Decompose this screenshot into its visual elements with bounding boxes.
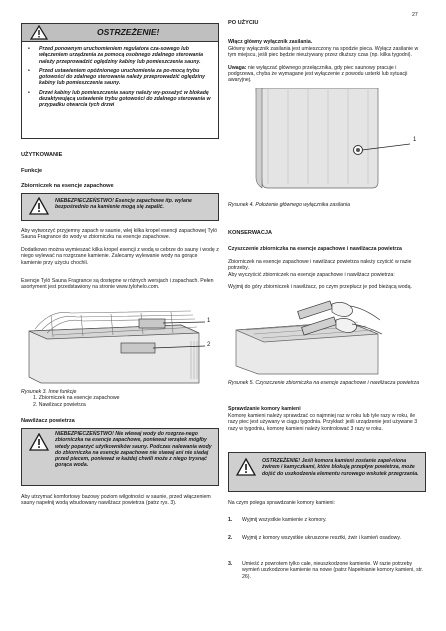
stones-para: Komorę kamieni należy sprawdzać co najmniej raz w roku lub tyle razy w roku, ile razy piec jest używany w ciągu tygodnia. Przykład: jeśli urządzenie jest używane 3 razy w tygodniu, komorę kamieni należy kontrolować 3 razy w roku. <box>228 413 418 432</box>
danger-note-text: NIEBEZPIECZEŃSTWO! Nie wlewaj wody do rozgrza-nego zbiorniczka na esencje zapachowe, ponieważ wrzątek mógłby wtedy poparzyć użytkowników sauny. Podczas nalewania wody do zbiorniczka na esencje zapachowe nie stawaj ani nie siadaj przed piecem, ponieważ w każdej chwili może z niego trysnąć gorąca woda. <box>55 431 212 469</box>
warning-triangle-icon <box>29 197 49 215</box>
warning-note-text: OSTRZEŻENIE! Jeśli komora kamieni zostanie zapeł-niona żwirem i kamyczkami, które blokują przepływ powietrza, może dojść do uszkodzenia elementu rurowego wskutek przegrzania. <box>262 458 419 477</box>
step-number: 3. <box>228 561 233 567</box>
warning-triangle-icon <box>236 458 256 476</box>
danger-note-text: NIEBEZPIECZEŃSTWO! Esencje zapachowe itp. wylane bezpośrednio na kamienie mogą się zapalić. <box>55 198 192 211</box>
scent-para-2: Dodatkowo można wymieszać kilka kropel esencji z wodą w cebrze do sauny i wodę z niego wylewać na rozgrzane kamienie. Zalecamy wylewanie wody na gorące kamienie przy użyciu chochli. <box>21 247 219 266</box>
figure-4-heater-bottom-illustration <box>228 88 424 192</box>
section-title-maintenance: KONSERWACJA <box>228 230 273 236</box>
warning-item: • Drzwi kabiny lub pomieszczenia sauny należy wy-posażyć w blokadę dezaktywującą ustawienie trybu gotowości do zdalnego sterowania w przypadku otwarcia tych drzwi <box>27 90 213 109</box>
cleaning-para-2: Aby wyczyścić zbiorniczek na esencje zapachowe i nawilżacz powietrza: <box>228 271 395 278</box>
warning-note-stones <box>228 452 426 492</box>
figure-3-item-1: 1. Zbiorniczek na esencje zapachowe <box>33 395 120 401</box>
caution-text: nie wyłączać głównego przełącznika, gdy piec saunowy pracuje i podgrzewa, chyba że wymagane jest wyłączenie z powodu usterki lub sytuacji awaryjnej. <box>228 64 408 84</box>
page-number: 27 <box>412 12 418 18</box>
warning-list <box>27 46 213 112</box>
danger-note-humidifier <box>21 428 219 486</box>
warning-triangle-icon <box>29 433 49 451</box>
figure-5-caption: Rysunek 5. Czyszczenie zbiorniczka na esencje zapachowe i nawilżacza powietrza <box>228 380 420 386</box>
step-item <box>228 561 424 581</box>
switch-caution <box>228 65 424 84</box>
warning-title: OSTRZEŻENIE! <box>97 27 160 37</box>
step-text: Wyjmij z komory wszystkie ukruszone resztki, żwir i kamień osadowy. <box>242 535 401 541</box>
figure-3-callout-1: 1 <box>207 318 211 324</box>
figure-3-heater-illustration <box>21 303 219 385</box>
figure-5-cleaning-illustration <box>228 300 424 376</box>
step-text: Wyjmij wszystkie kamienie z komory. <box>242 517 327 523</box>
humidifier-title: Nawilżacz powietrza <box>21 418 75 424</box>
figure-4-caption: Rysunek 4. Położenie głównego wyłącznika zasilania <box>228 202 350 208</box>
warning-box <box>21 23 219 139</box>
figure-3-callout-2: 2 <box>207 342 211 348</box>
figure-3-caption: Rysunek 3. Inne funkcje <box>21 389 77 395</box>
step-item <box>228 535 424 549</box>
step-item <box>228 517 424 525</box>
steps-intro: Na czym polega sprawdzanie komory kamieni: <box>228 500 335 506</box>
humidifier-para: Aby utrzymać komfortowy bazowy poziom wilgotności w saunie, przed włączeniem sauny napełnij wodą wbudowany nawilżacz powietrza (patrz rys. 3). <box>21 494 211 507</box>
step-number: 1. <box>228 517 233 523</box>
cleaning-title: Czyszczenie zbiorniczka na esencje zapachowe i nawilżacza powietrza <box>228 246 402 252</box>
stones-title: Sprawdzanie komory kamieni <box>228 406 301 412</box>
functions-title: Funkcje <box>21 168 43 174</box>
switch-para: Główny wyłącznik zasilania jest umieszczony na spodzie pieca. Wyłącz zasilanie w tym miejscu, jeśli piec będzie nieużywany przez dłuższy czas (np. kilka tygodni). <box>228 45 419 58</box>
step-number: 2. <box>228 535 233 541</box>
scent-tank-title: Zbiorniczek na esencje zapachowe <box>21 183 114 189</box>
figure-4-callout-1: 1 <box>413 137 417 143</box>
switch-title: Włącz główny wyłącznik zasilania. <box>228 39 313 45</box>
warning-header <box>22 24 218 42</box>
scent-para-3: Esencje Tylö Sauna Fragrance są dostępne w różnych wersjach i zapachach. Pełen asortyment jest przedstawiony na stronie www.tylohelo.com. <box>21 278 214 291</box>
step-text: Umieść z powrotem tylko całe, nieuszkodzone kamienie. W razie potrzeby wymień uszkodzone kamienie na nowe (patrz Napełnianie komory kamieni, str. 26). <box>242 561 424 580</box>
section-title-after-use: PO UŻYCIU <box>228 20 259 26</box>
cleaning-para-1: Zbiorniczek na esencje zapachowe i nawilżacz powietrza należy czyścić w razie potrzeby. <box>228 259 412 272</box>
danger-note-scent <box>21 193 219 221</box>
scent-para-1: Aby wytworzyć przyjemny zapach w saunie, wlej kilka kropel esencji zapachowej Tylö Sauna Fragrance do wody w zbiorniczku na esencje zapachowe. <box>21 228 217 241</box>
figure-3-item-2: 2. Nawilżacz powietrza <box>33 402 86 408</box>
warning-item: • Przed ustawieniem opóźnionego uruchomienia za po-mocą trybu gotowości do zdalnego sterowania należy przeprowadzić oględziny kabiny lub pomieszczenia sauny. <box>27 68 213 87</box>
cleaning-para-3: Wyjmij do góry zbiorniczek i nawilżacz, po czym przepłucz je pod bieżącą wodą. <box>228 284 412 290</box>
warning-triangle-icon <box>30 25 48 40</box>
caution-label: Uwaga: <box>228 64 247 71</box>
section-title-usage: UŻYTKOWANIE <box>21 152 63 158</box>
warning-item: • Przed ponownym uruchomieniem regulatora cza-sowego lub włączeniem urządzenia za pomocą osobnego zdalnego sterowania należy przeprowadzić oględziny kabiny lub pomieszczenia sauny. <box>27 46 213 65</box>
